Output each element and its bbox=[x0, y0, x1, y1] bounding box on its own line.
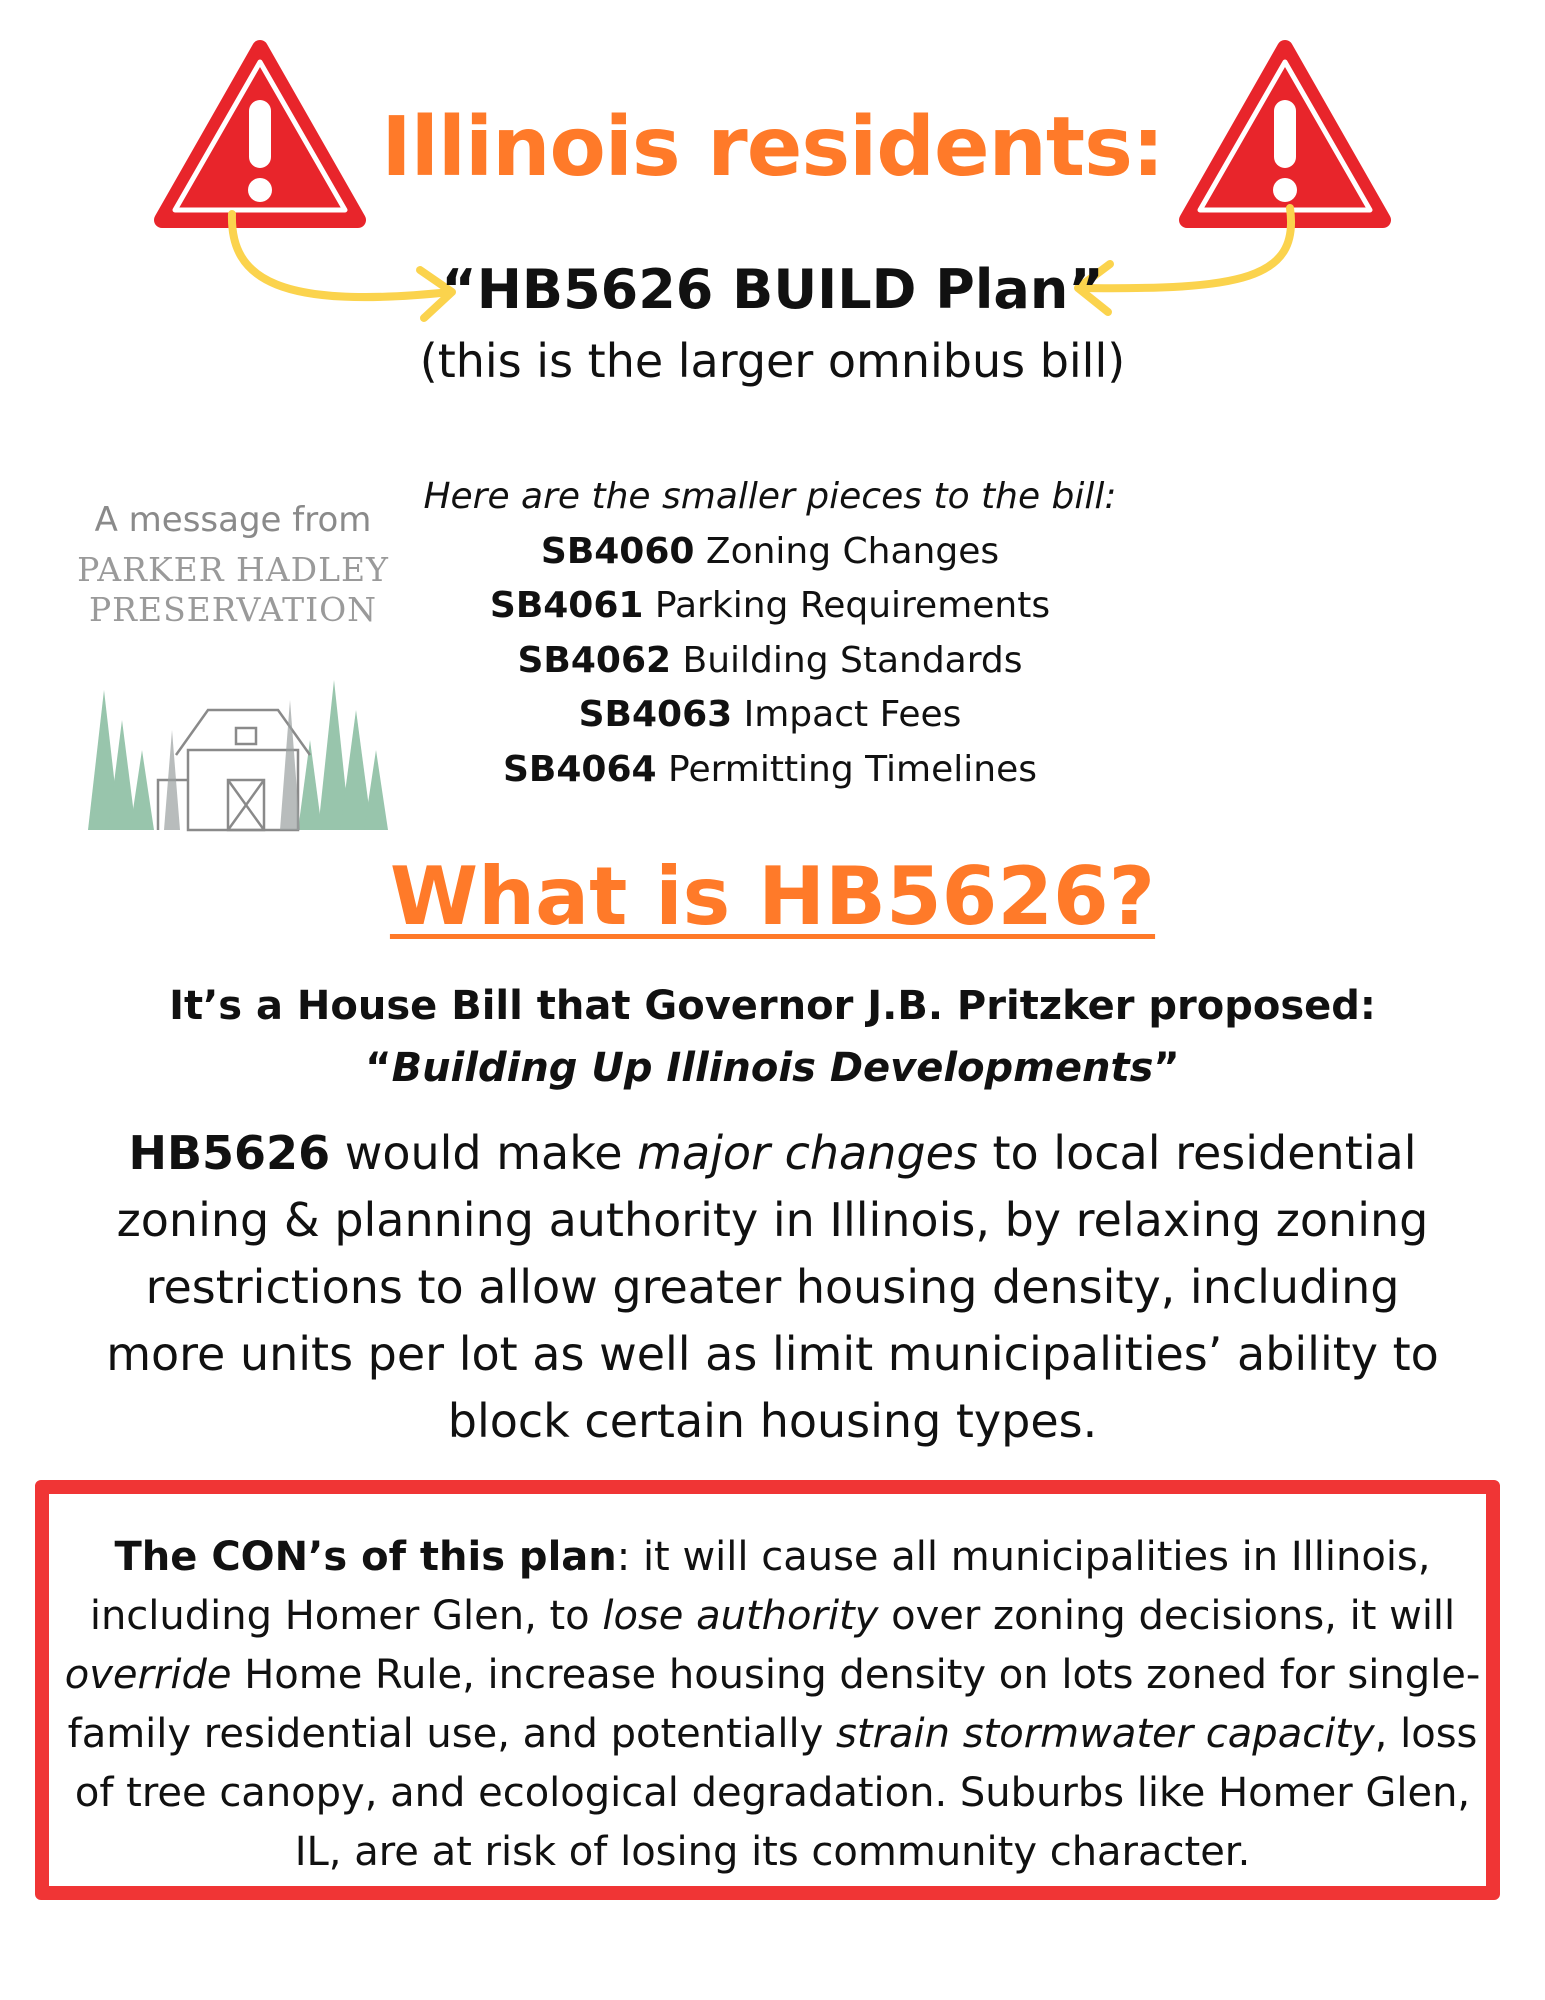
pieces-intro: Here are the smaller pieces to the bill: bbox=[423, 476, 1117, 517]
proposed-statement bbox=[120, 975, 1425, 1099]
list-item: SB4064 Permitting Timelines bbox=[503, 748, 1037, 790]
org-name-line2: PRESERVATION bbox=[88, 590, 378, 629]
list-item: SB4060 Zoning Changes bbox=[540, 530, 1000, 572]
org-name-line1: PARKER HADLEY bbox=[77, 550, 389, 589]
bill-description: HB5626 would make major changes to local residential zoning & planning authority in Illinois, by relaxing zoning restrictions to allow greater housing density, including more units per lot as well as limit municipalities’ ability to block certain housing types. bbox=[106, 1126, 1439, 1448]
bill-pieces bbox=[380, 470, 1160, 797]
bill-full-name: “Building Up Illinois Developments” bbox=[365, 1045, 1180, 1091]
barn-trees-illustration bbox=[68, 640, 398, 840]
plan-subtitle: (this is the larger omnibus bill) bbox=[419, 334, 1126, 388]
headline: Illinois residents: bbox=[381, 100, 1164, 195]
list-item: SB4063 Impact Fees bbox=[578, 694, 962, 735]
plan-title: “HB5626 BUILD Plan” bbox=[441, 258, 1104, 321]
section-heading: What is HB5626? bbox=[389, 850, 1156, 943]
list-item: SB4061 Parking Requirements bbox=[489, 585, 1051, 626]
cons-text: The CON’s of this plan: it will cause all municipalities in Illinois, including Homer Glen, to lose authority over zoning decisions, it will override Home Rule, increase housing density on lots zoned for single-family residential use, and potentially strain stormwater capacity, loss of tree canopy, and ecological degradation. Suburbs like Homer Glen, IL, are at risk of losing its community character. bbox=[64, 1534, 1481, 1875]
organization-logo bbox=[68, 500, 398, 840]
list-item: SB4062 Building Standards bbox=[517, 639, 1023, 681]
proposed-line: It’s a House Bill that Governor J.B. Pritzker proposed: bbox=[169, 983, 1376, 1029]
org-prefix: A message from bbox=[94, 500, 372, 540]
org-name bbox=[68, 550, 398, 630]
